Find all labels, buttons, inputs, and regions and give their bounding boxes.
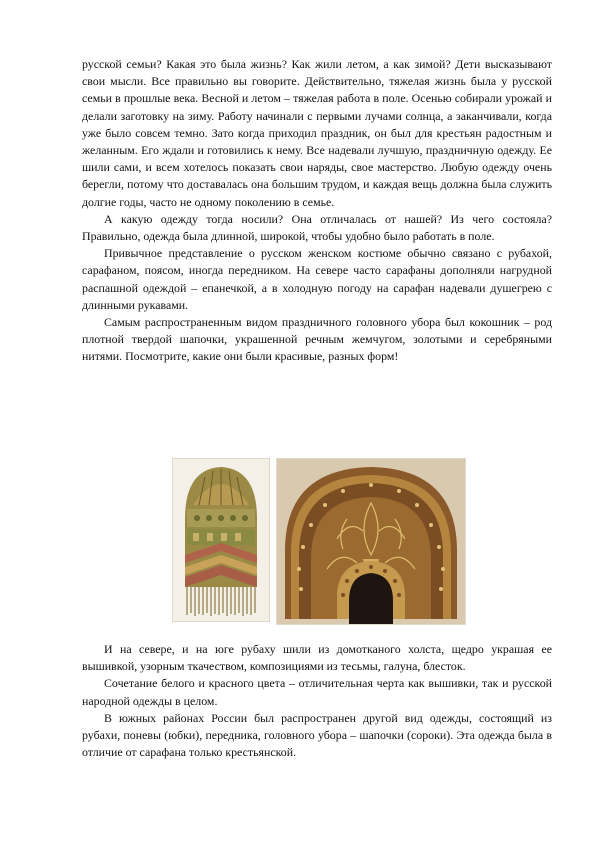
- text-block-bottom: [82, 641, 552, 761]
- paragraph: Самым распространенным видом праздничного головного убора был кокошник – род плотной твердой шапочки, украшенной речным жемчугом, золотыми и серебряными нитями. Посмотрите, какие они были красивые, разных форм!: [82, 315, 552, 364]
- paragraph: А какую одежду тогда носили? Она отличалась от нашей? Из чего состояла? Правильно, одежда была длинной, широкой, чтобы удобно было работать в поле.: [82, 211, 552, 244]
- kokoshnik-embroidered-fringed-image: [172, 458, 270, 622]
- paragraph: В южных районах России был распространен другой вид одежды, состоящий из рубахи, поневы (юбки), передника, головного убора – шапочки (сороки). Эта одежда была в отличие от сарафана только крестьянской.: [82, 710, 552, 760]
- paragraph: русской семьи? Какая это была жизнь? Как жили летом, а как зимой? Дети высказывают свои мысли. Все правильно вы говорите. Действительно, тяжелая жизнь была у русской семьи в прошлые века. Весной и летом – тяжелая работа в поле. Осенью собирали урожай и делали заготовку на зиму. Работу начинали с первыми лучами солнца, а заканчивали, когда уже было совсем темно. Зато когда приходил праздник, он был для крестьян радостным и желанным. Его ждали и готовились к нему. Все надевали лучшую, праздничную одежду. Ее шили сами, и всем хотелось показать свои наряды, свое мастерство. Любую одежду очень берегли, потому что доставалась она большим трудом, и каждая вещь должна была служить долгие годы, часто не одному поколению в семье.: [82, 57, 552, 209]
- text-block-top: [82, 56, 552, 366]
- paragraph: Сочетание белого и красного цвета – отличительная черта как вышивки, так и русской народной одежды в целом.: [82, 676, 552, 708]
- paragraph: Привычное представление о русском женском костюме обычно связано с рубахой, сарафаном, поясом, иногда передником. На севере часто сарафаны дополняли нагрудной распашной одеждой – епанечкой, а в холодную погоду на сарафан надевали душегрею с длинными рукавами.: [82, 246, 552, 312]
- kokoshnik-arched-gold-image: [276, 458, 466, 625]
- paragraph: И на севере, и на юге рубаху шили из домотканого холста, щедро украшая ее вышивкой, узорным ткачеством, композициями из тесьмы, галуна, блесток.: [82, 642, 552, 674]
